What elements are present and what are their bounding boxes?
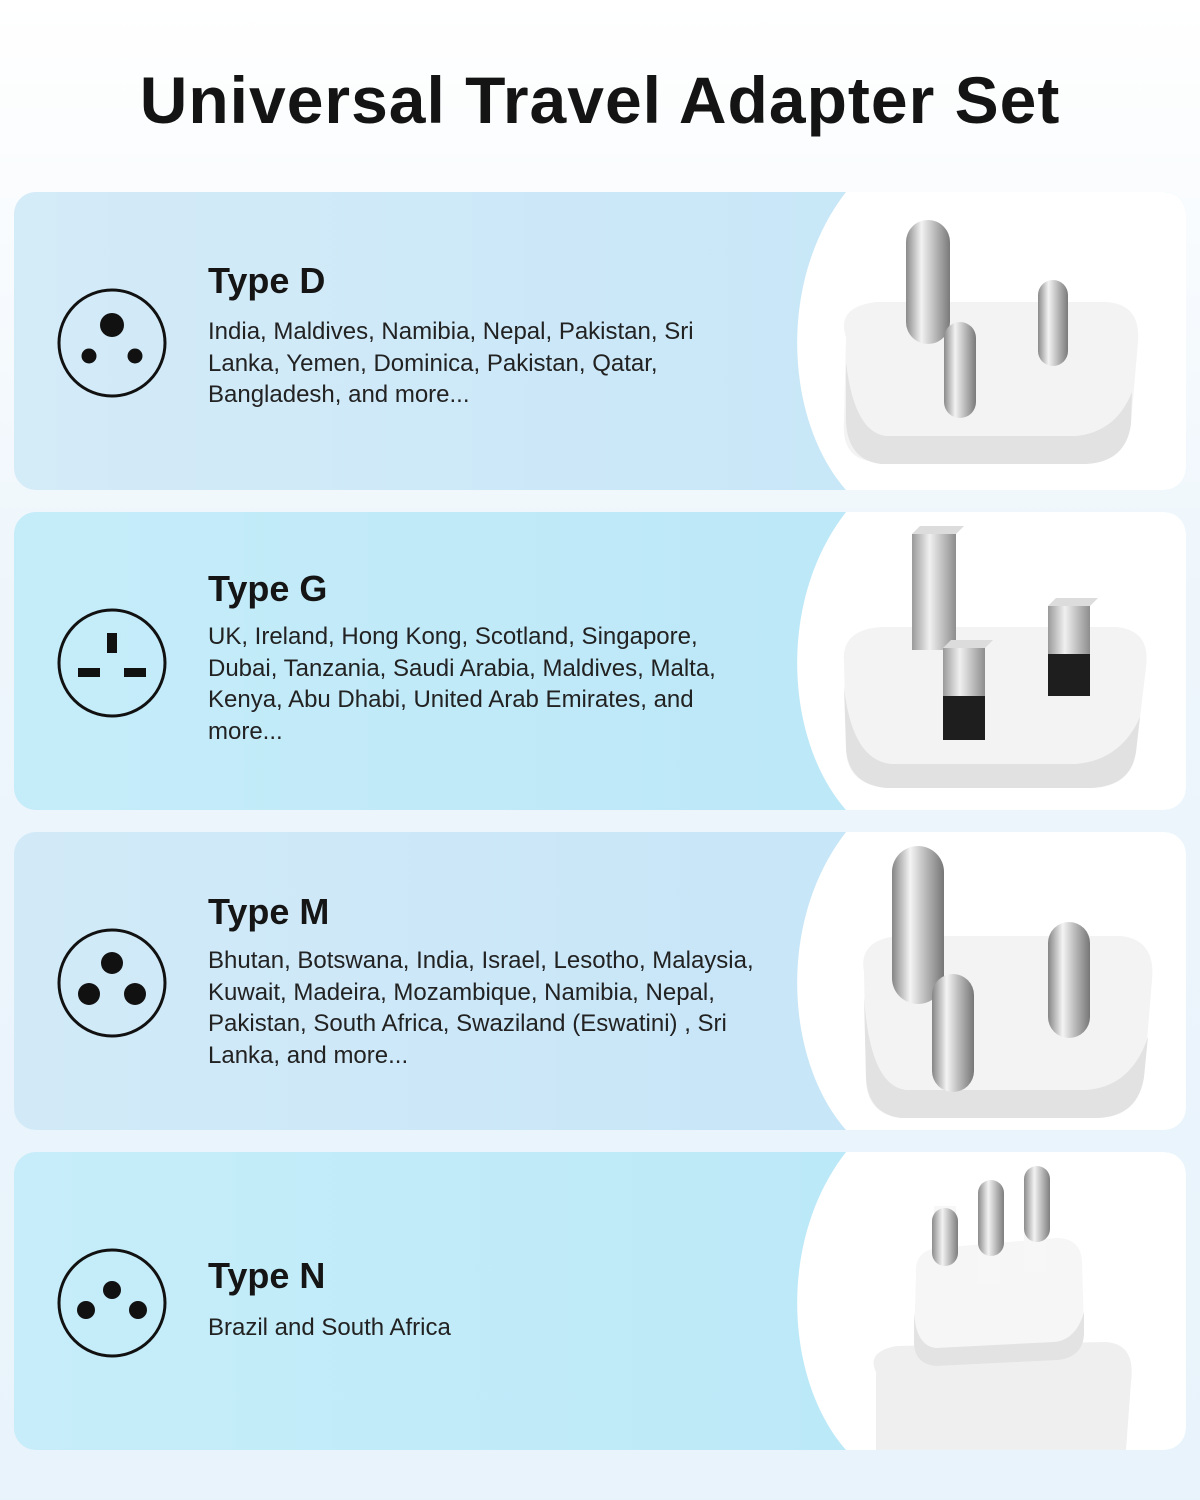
type-g-socket-icon: [56, 607, 168, 719]
adapter-card-type-m: [14, 832, 1186, 1130]
type-g-title: Type G: [208, 568, 328, 609]
page-title: Universal Travel Adapter Set: [139, 63, 1061, 137]
type-n-title: Type N: [208, 1255, 326, 1296]
type-m-title: Type M: [208, 891, 330, 932]
type-d-plug-image: [786, 192, 1186, 490]
adapter-card-type-g: [14, 512, 1186, 810]
type-m-countries: Bhutan, Botswana, India, Israel, Lesotho, Malaysia, Kuwait, Madeira, Mozambique, Namibia, Nepal, Pakistan, South Africa, Swaziland (Eswatini) , Sri Lanka, and more...: [208, 947, 754, 1069]
adapter-card-type-d: [14, 192, 1186, 490]
adapter-card-type-n: [14, 1152, 1186, 1450]
type-d-socket-icon: [56, 287, 168, 399]
type-m-socket-icon: [56, 927, 168, 1039]
type-d-countries: India, Maldives, Namibia, Nepal, Pakistan, Sri Lanka, Yemen, Dominica, Pakistan, Qatar, Bangladesh, and more...: [208, 318, 694, 408]
type-g-countries: UK, Ireland, Hong Kong, Scotland, Singapore, Dubai, Tanzania, Saudi Arabia, Maldives, Malta, Kenya, Abu Dhabi, United Arab Emirates, and more...: [208, 623, 716, 745]
type-n-plug-image: [786, 1152, 1186, 1450]
type-d-title: Type D: [208, 260, 326, 301]
type-n-countries: Brazil and South Africa: [208, 1314, 451, 1341]
type-m-plug-image: [786, 832, 1186, 1130]
type-g-plug-image: [786, 512, 1186, 810]
type-n-socket-icon: [56, 1247, 168, 1359]
